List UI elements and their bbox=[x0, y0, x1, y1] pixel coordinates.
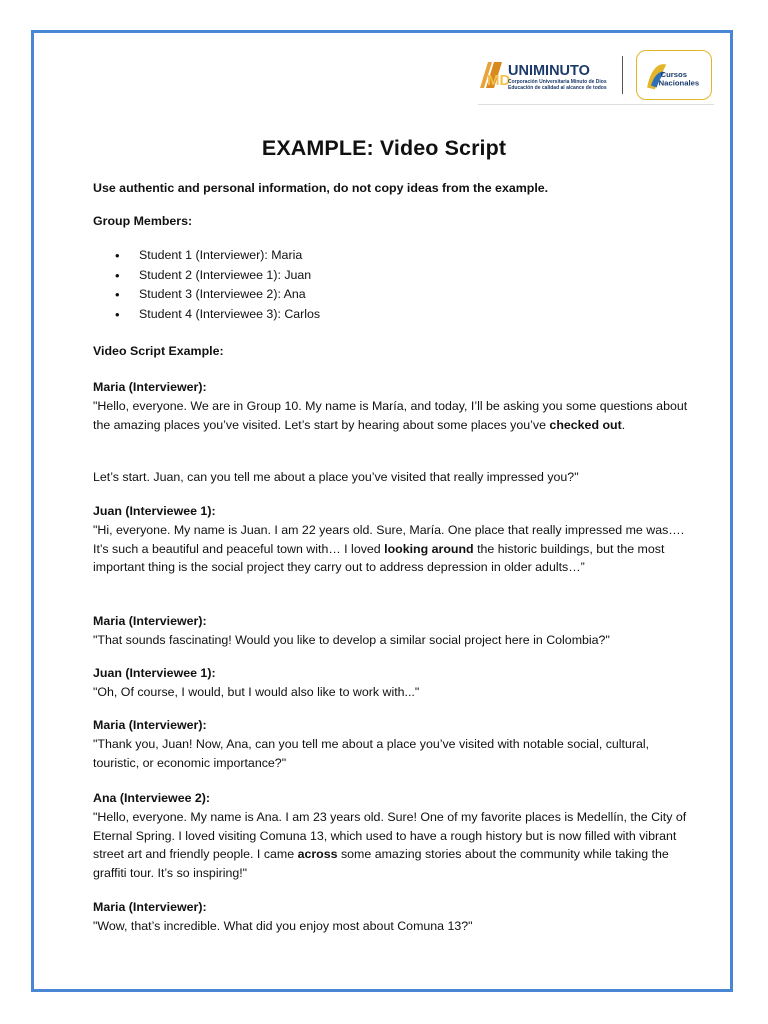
speaker-label: Maria (Interviewer): bbox=[93, 614, 207, 628]
dialogue-text: "Wow, that’s incredible. What did you enjoy most about Comuna 13?" bbox=[93, 919, 473, 933]
dialogue-text: "Thank you, Juan! Now, Ana, can you tell me about a place you’ve visited with notable social, cultural, touristic, or economic importance?" bbox=[93, 737, 650, 770]
dialogue-text: Let’s start. Juan, can you tell me about a place you’ve visited that really impressed you?" bbox=[93, 470, 579, 484]
logo-divider bbox=[622, 56, 623, 94]
dialogue-text: "That sounds fascinating! Would you like to develop a similar social project here in Colombia?" bbox=[93, 633, 610, 647]
svg-text:Cursos: Cursos bbox=[660, 69, 687, 79]
cursos-nacionales-logo bbox=[636, 50, 712, 100]
instruction-text: Use authentic and personal information, do not copy ideas from the example. bbox=[93, 181, 549, 195]
uniminuto-logo bbox=[478, 58, 618, 98]
uni-subtitle-2: Educación de calidad al alcance de todos bbox=[508, 85, 607, 91]
speaker-label: Juan (Interviewee 1): bbox=[93, 666, 216, 680]
svg-text:Nacionales: Nacionales bbox=[658, 78, 700, 88]
member-item: • Student 4 (Interviewee 3): Carlos bbox=[93, 305, 320, 325]
video-script-label: Video Script Example: bbox=[93, 344, 224, 358]
uni-subtitle-1: Corporación Universitaria Minuto de Dios bbox=[508, 79, 607, 85]
dialogue-text: "Hello, everyone. My name is Ana. I am 23 years old. Sure! One of my favorite places is Medellín, the City of Eternal Spring. I loved visiting Comuna 13, which used to have a rough history but is now filled with vibrant street art and friendly people. I came across some amazing stories about the community while taking the graffiti tour. It’s so inspiring!" bbox=[93, 810, 687, 880]
svg-text:MD: MD bbox=[487, 72, 511, 89]
dialogue-text: "Hi, everyone. My name is Juan. I am 22 years old. Sure, María. One place that really impressed me was…. It’s such a beautiful and peaceful town with… I loved looking around the historic buildings, but the most important thing is the social project they carry out to address depression in older adults…” bbox=[93, 523, 685, 574]
speaker-label: Maria (Interviewer): bbox=[93, 900, 207, 914]
speaker-label: Juan (Interviewee 1): bbox=[93, 504, 216, 518]
member-item: • Student 2 (Interviewee 1): Juan bbox=[93, 266, 320, 286]
uni-logo-text: UNIMINUTO bbox=[508, 63, 590, 79]
group-members-label: Group Members: bbox=[93, 214, 193, 228]
dialogue-text: "Oh, Of course, I would, but I would also like to work with..." bbox=[93, 685, 420, 699]
member-item: • Student 1 (Interviewer): Maria bbox=[93, 246, 320, 266]
speaker-label: Maria (Interviewer): bbox=[93, 380, 207, 394]
page-title: EXAMPLE: Video Script bbox=[261, 136, 507, 160]
header-rule bbox=[478, 104, 714, 105]
dialogue-text: "Hello, everyone. We are in Group 10. My name is María, and today, I’ll be asking you some questions about the amazing places you’ve visited. Let’s start by hearing about some places you’ve checked out. bbox=[93, 399, 688, 432]
speaker-label: Maria (Interviewer): bbox=[93, 718, 207, 732]
member-item: • Student 3 (Interviewee 2): Ana bbox=[93, 285, 320, 305]
group-members-list bbox=[93, 246, 320, 324]
header-logos bbox=[478, 50, 718, 106]
speaker-label: Ana (Interviewee 2): bbox=[93, 791, 211, 805]
